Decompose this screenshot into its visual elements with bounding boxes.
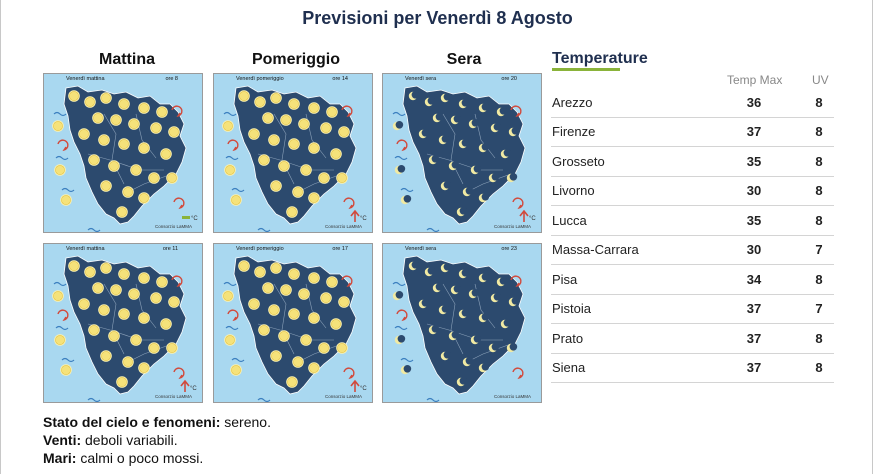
table-row xyxy=(551,117,834,147)
column-header-temp-max: Temp Max xyxy=(727,73,783,87)
map-caption-hour: ore 17 xyxy=(332,246,348,252)
sun-icon xyxy=(318,342,330,354)
sun-icon xyxy=(168,126,180,138)
map-caption-period: Venerdì mattina xyxy=(66,76,105,82)
sun-icon xyxy=(130,334,142,346)
sun-icon xyxy=(288,308,300,320)
sun-icon xyxy=(128,288,140,300)
sea-line xyxy=(43,449,271,467)
table-row xyxy=(551,294,834,324)
sun-icon xyxy=(222,290,234,302)
forecast-map-morning-11[interactable] xyxy=(43,243,203,403)
sun-icon xyxy=(270,262,282,274)
table-row xyxy=(551,88,834,118)
sun-icon xyxy=(92,282,104,294)
sun-icon xyxy=(84,96,96,108)
sun-icon xyxy=(270,92,282,104)
map-caption-hour: ore 23 xyxy=(501,246,517,252)
sun-icon xyxy=(268,134,280,146)
temperature-stable-icon xyxy=(182,216,190,219)
sun-icon xyxy=(166,172,178,184)
map-footer-credit: Consorzio LaMMA xyxy=(154,224,192,229)
map-caption-hour: ore 20 xyxy=(501,76,517,82)
sun-icon xyxy=(320,292,332,304)
temp-max-value: 30 xyxy=(746,183,762,198)
sun-icon xyxy=(330,148,342,160)
frame-border-left xyxy=(0,0,1,474)
sun-icon xyxy=(78,128,90,140)
sun-icon xyxy=(116,206,128,218)
sun-icon xyxy=(336,342,348,354)
sun-icon xyxy=(320,122,332,134)
sun-icon xyxy=(156,106,168,118)
uv-value: 8 xyxy=(815,360,823,375)
sun-icon xyxy=(288,138,300,150)
table-row xyxy=(551,176,834,206)
temperature-unit-label: °C xyxy=(191,216,198,222)
wind-line xyxy=(43,431,271,449)
forecast-map-afternoon-14[interactable] xyxy=(213,73,373,233)
sun-icon xyxy=(262,282,274,294)
map-caption-period: Venerdì pomeriggio xyxy=(236,76,284,82)
sun-icon xyxy=(292,186,304,198)
sun-icon xyxy=(100,180,112,192)
map-footer-credit: Consorzio LaMMA xyxy=(324,394,362,399)
map-graphic xyxy=(383,74,542,233)
sun-icon xyxy=(318,172,330,184)
uv-value: 8 xyxy=(815,213,823,228)
temp-max-value: 30 xyxy=(746,242,762,257)
sea-value: calmi o poco mossi. xyxy=(80,450,204,466)
wind-value: deboli variabili. xyxy=(85,432,178,448)
city-name: Massa-Carrara xyxy=(552,242,639,257)
city-name: Livorno xyxy=(552,183,595,198)
sun-icon xyxy=(68,90,80,102)
temp-max-value: 35 xyxy=(746,213,762,228)
sun-icon xyxy=(138,102,150,114)
sun-icon xyxy=(230,194,242,206)
sun-icon xyxy=(118,308,130,320)
sun-icon xyxy=(54,334,66,346)
column-header-uv: UV xyxy=(812,73,829,87)
sun-icon xyxy=(166,342,178,354)
map-caption-period: Venerdì sera xyxy=(405,76,437,82)
sun-icon xyxy=(122,186,134,198)
forecast-notes xyxy=(43,413,271,467)
sun-icon xyxy=(326,276,338,288)
uv-value: 7 xyxy=(815,301,823,316)
sun-icon xyxy=(286,206,298,218)
forecast-map-morning-8[interactable] xyxy=(43,73,203,233)
sun-icon xyxy=(110,114,122,126)
sky-conditions-line xyxy=(43,413,271,431)
sun-icon xyxy=(118,268,130,280)
map-caption-hour: ore 14 xyxy=(332,76,348,82)
sun-icon xyxy=(224,164,236,176)
temperature-title-underline xyxy=(552,68,620,71)
sun-icon xyxy=(262,112,274,124)
sun-icon xyxy=(300,164,312,176)
map-caption-period: Venerdì mattina xyxy=(66,246,105,252)
sun-icon xyxy=(308,312,320,324)
sun-icon xyxy=(160,148,172,160)
sun-icon xyxy=(308,362,320,374)
sun-icon xyxy=(156,276,168,288)
sun-icon xyxy=(258,154,270,166)
city-name: Arezzo xyxy=(552,95,593,110)
map-caption-period: Venerdì pomeriggio xyxy=(236,246,284,252)
sun-icon xyxy=(88,324,100,336)
map-graphic xyxy=(383,244,542,403)
map-caption-hour: ore 11 xyxy=(162,246,178,252)
column-heading-afternoon: Pomeriggio xyxy=(251,51,340,68)
sun-icon xyxy=(270,180,282,192)
temp-max-value: 36 xyxy=(746,95,762,110)
sun-icon xyxy=(336,172,348,184)
column-heading-morning: Mattina xyxy=(99,51,155,68)
sun-icon xyxy=(100,350,112,362)
city-name: Pisa xyxy=(552,272,578,287)
sun-icon xyxy=(224,334,236,346)
sun-icon xyxy=(110,284,122,296)
sun-icon xyxy=(280,284,292,296)
sun-icon xyxy=(100,262,112,274)
sun-icon xyxy=(222,120,234,132)
sky-label: Stato del cielo e fenomeni: xyxy=(43,414,221,430)
table-row xyxy=(551,235,834,265)
sun-icon xyxy=(308,192,320,204)
sun-icon xyxy=(300,334,312,346)
sun-icon xyxy=(68,260,80,272)
temp-max-value: 37 xyxy=(746,360,762,375)
temperature-section-title: Temperature xyxy=(552,50,648,67)
sun-icon xyxy=(288,98,300,110)
temp-max-value: 35 xyxy=(746,154,762,169)
city-name: Firenze xyxy=(552,124,596,139)
forecast-map-afternoon-17[interactable] xyxy=(213,243,373,403)
sun-icon xyxy=(268,304,280,316)
sun-icon xyxy=(278,160,290,172)
wind-label: Venti: xyxy=(43,432,82,448)
sun-icon xyxy=(98,304,110,316)
sun-icon xyxy=(118,98,130,110)
sea-label: Mari: xyxy=(43,450,77,466)
uv-value: 8 xyxy=(815,331,823,346)
sun-icon xyxy=(118,138,130,150)
sun-icon xyxy=(122,356,134,368)
sun-icon xyxy=(108,160,120,172)
sun-icon xyxy=(292,356,304,368)
map-footer-credit: Consorzio LaMMA xyxy=(493,394,531,399)
uv-value: 8 xyxy=(815,183,823,198)
city-name: Prato xyxy=(552,331,584,346)
sun-icon xyxy=(52,290,64,302)
sun-icon xyxy=(326,106,338,118)
sun-icon xyxy=(248,128,260,140)
sun-icon xyxy=(258,324,270,336)
sun-icon xyxy=(308,272,320,284)
table-row xyxy=(551,353,834,383)
sun-icon xyxy=(270,350,282,362)
sun-icon xyxy=(98,134,110,146)
map-graphic xyxy=(44,244,203,403)
table-row xyxy=(551,206,834,236)
sun-icon xyxy=(160,318,172,330)
sun-icon xyxy=(338,296,350,308)
sun-icon xyxy=(230,364,242,376)
map-footer-credit: Consorzio LaMMA xyxy=(154,394,192,399)
sun-icon xyxy=(308,102,320,114)
temp-max-value: 34 xyxy=(746,272,762,287)
map-caption-period: Venerdì sera xyxy=(405,246,437,252)
temperature-unit-label: °C xyxy=(360,386,367,392)
temp-max-value: 37 xyxy=(746,124,762,139)
sun-icon xyxy=(286,376,298,388)
sun-icon xyxy=(100,92,112,104)
city-name: Grosseto xyxy=(552,154,605,169)
sun-icon xyxy=(278,330,290,342)
map-graphic xyxy=(44,74,203,233)
sky-value: sereno. xyxy=(224,414,271,430)
temp-max-value: 37 xyxy=(746,301,762,316)
temperature-unit-label: °C xyxy=(190,386,197,392)
forecast-map-evening-20[interactable] xyxy=(382,73,542,233)
temperature-unit-label: °C xyxy=(360,216,367,222)
sun-icon xyxy=(298,118,310,130)
city-name: Siena xyxy=(552,360,586,375)
sun-icon xyxy=(138,272,150,284)
uv-value: 8 xyxy=(815,272,823,287)
page-title: Previsioni per Venerdì 8 Agosto xyxy=(302,8,573,28)
map-footer-credit: Consorzio LaMMA xyxy=(493,224,531,229)
sun-icon xyxy=(150,292,162,304)
sun-icon xyxy=(280,114,292,126)
uv-value: 8 xyxy=(815,154,823,169)
sun-icon xyxy=(138,192,150,204)
sun-icon xyxy=(92,112,104,124)
sun-icon xyxy=(138,362,150,374)
temperature-unit-label: °C xyxy=(529,216,536,222)
sun-icon xyxy=(308,142,320,154)
sun-icon xyxy=(148,342,160,354)
sun-icon xyxy=(138,312,150,324)
sun-icon xyxy=(150,122,162,134)
sun-icon xyxy=(148,172,160,184)
sun-icon xyxy=(116,376,128,388)
temp-max-value: 37 xyxy=(746,331,762,346)
sun-icon xyxy=(298,288,310,300)
sun-icon xyxy=(60,194,72,206)
column-heading-evening: Sera xyxy=(446,51,482,68)
city-name: Pistoia xyxy=(552,301,592,316)
frame-border-right xyxy=(872,0,873,474)
sun-icon xyxy=(84,266,96,278)
map-footer-credit: Consorzio LaMMA xyxy=(324,224,362,229)
sun-icon xyxy=(168,296,180,308)
sun-icon xyxy=(338,126,350,138)
uv-value: 7 xyxy=(815,242,823,257)
sun-icon xyxy=(108,330,120,342)
map-graphic xyxy=(214,74,373,233)
sun-icon xyxy=(288,268,300,280)
sun-icon xyxy=(254,266,266,278)
sun-icon xyxy=(60,364,72,376)
city-name: Lucca xyxy=(552,213,587,228)
table-row xyxy=(551,324,834,354)
sun-icon xyxy=(238,90,250,102)
sun-icon xyxy=(130,164,142,176)
forecast-map-evening-23[interactable] xyxy=(382,243,542,403)
map-graphic xyxy=(214,244,373,403)
table-row xyxy=(551,265,834,295)
sun-icon xyxy=(88,154,100,166)
sun-icon xyxy=(330,318,342,330)
sun-icon xyxy=(78,298,90,310)
sun-icon xyxy=(248,298,260,310)
sun-icon xyxy=(254,96,266,108)
sun-icon xyxy=(238,260,250,272)
uv-value: 8 xyxy=(815,124,823,139)
sun-icon xyxy=(128,118,140,130)
uv-value: 8 xyxy=(815,95,823,110)
sun-icon xyxy=(54,164,66,176)
table-row xyxy=(551,147,834,177)
map-caption-hour: ore 8 xyxy=(165,76,178,82)
sun-icon xyxy=(52,120,64,132)
sun-icon xyxy=(138,142,150,154)
